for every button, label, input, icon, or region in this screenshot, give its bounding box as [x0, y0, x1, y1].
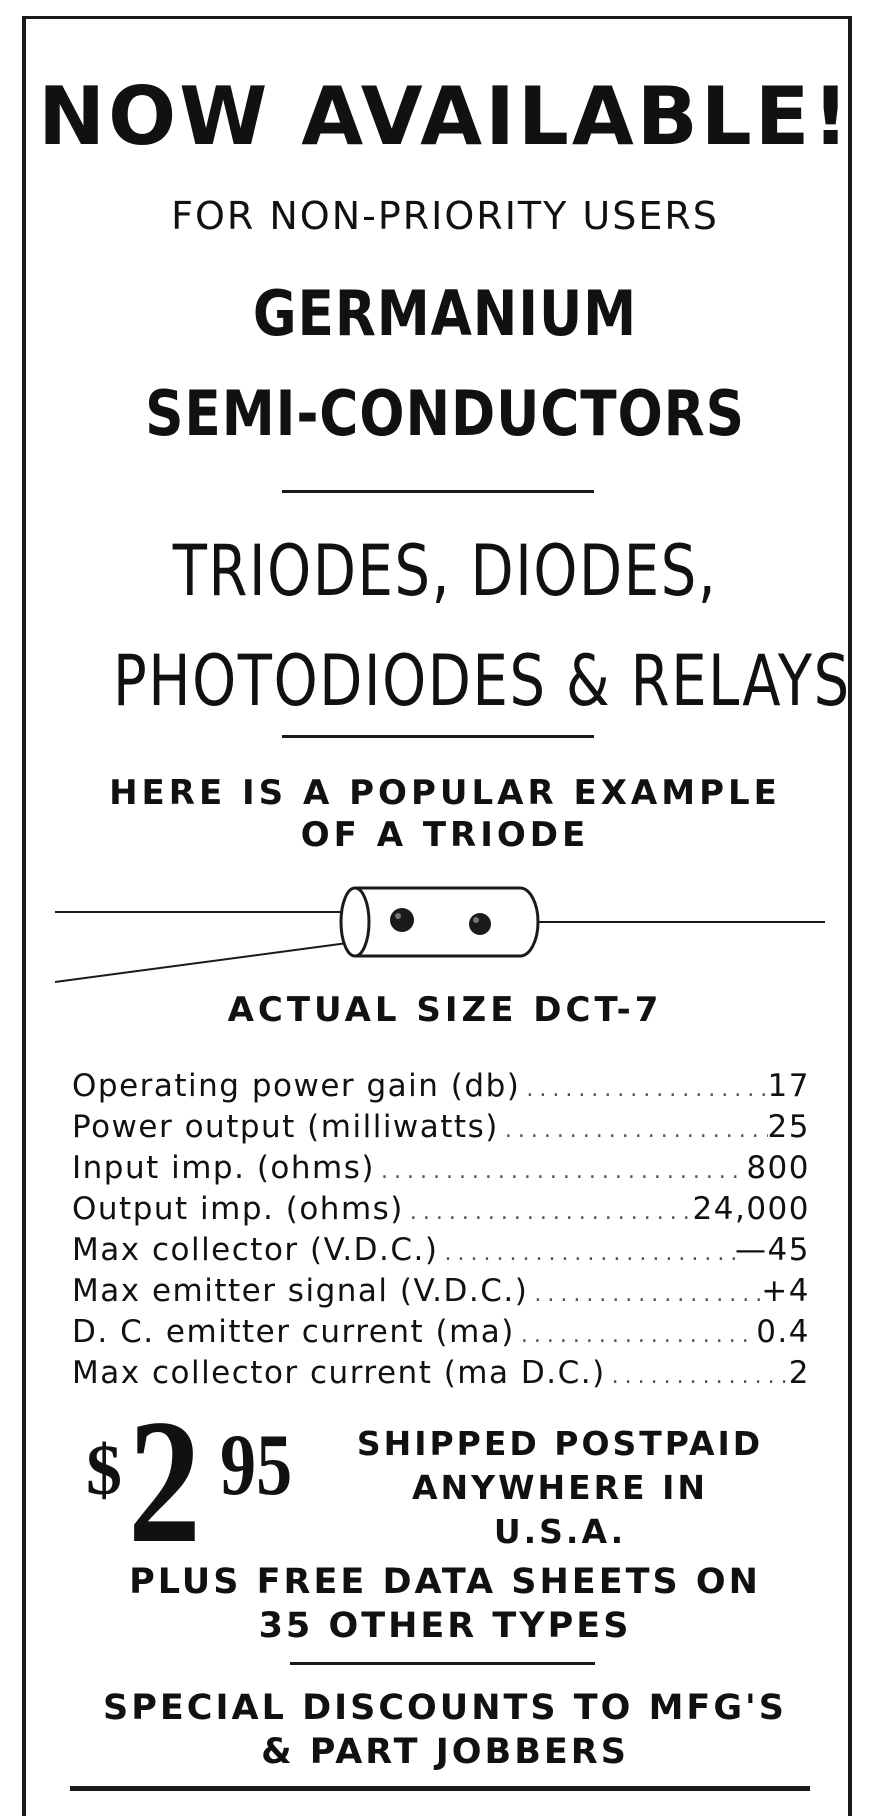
spec-row [72, 1148, 810, 1189]
leader-dots [404, 1192, 693, 1230]
shipping-line-2: ANYWHERE IN [412, 1468, 708, 1507]
spec-row [72, 1189, 810, 1230]
product-types [113, 516, 851, 736]
divider-rule [282, 490, 594, 493]
price [80, 1382, 300, 1580]
leader-dots [606, 1356, 789, 1394]
leader-dots [375, 1151, 746, 1189]
free-offer [30, 1560, 860, 1648]
product-title-line-2: SEMI-CONDUCTORS [145, 377, 745, 450]
spec-label: Max collector (V.D.C.) [72, 1232, 439, 1268]
spec-label: D. C. emitter current (ma) [72, 1314, 515, 1350]
triode-illustration [50, 880, 830, 990]
spec-value: 25 [767, 1109, 810, 1145]
triode-body [341, 888, 538, 956]
spec-value: —45 [735, 1232, 810, 1268]
bottom-rule [70, 1786, 810, 1791]
spec-label: Operating power gain (db) [72, 1068, 521, 1104]
shipping-line-1: SHIPPED POSTPAID [356, 1424, 764, 1463]
spec-label: Max collector current (ma D.C.) [72, 1355, 606, 1391]
headline: NOW AVAILABLE! [38, 70, 852, 163]
spec-value: +4 [761, 1273, 810, 1309]
spec-value: 24,000 [692, 1191, 810, 1227]
spec-value: 0.4 [756, 1314, 810, 1350]
shipping-note [340, 1422, 780, 1554]
price-dollars: 2 [128, 1382, 201, 1580]
subhead: FOR NON-PRIORITY USERS [171, 194, 719, 238]
spec-value: 2 [788, 1355, 810, 1391]
product-title [88, 264, 802, 464]
leader-dots [528, 1274, 761, 1312]
leader-dots [515, 1315, 756, 1353]
free-offer-line-1: PLUS FREE DATA SHEETS ON [129, 1562, 761, 1602]
spec-label: Output imp. (ohms) [72, 1191, 404, 1227]
spec-label: Input imp. (ohms) [72, 1150, 375, 1186]
discounts-line-1: SPECIAL DISCOUNTS TO MFG'S [103, 1688, 787, 1728]
discounts-line-2: & PART JOBBERS [261, 1732, 629, 1772]
example-heading [30, 772, 860, 856]
spec-list [72, 1066, 810, 1394]
price-currency: $ [86, 1430, 122, 1510]
leader-dots [520, 1069, 767, 1107]
example-heading-line-2: OF A TRIODE [300, 815, 590, 855]
spec-value: 17 [767, 1068, 810, 1104]
spec-label: Max emitter signal (V.D.C.) [72, 1273, 529, 1309]
divider-rule [290, 1662, 595, 1665]
product-title-line-1: GERMANIUM [252, 277, 638, 350]
product-types-line-1: TRIODES, DIODES, [172, 530, 718, 612]
spec-row [72, 1107, 810, 1148]
spec-value: 800 [746, 1150, 810, 1186]
price-cents: 95 [220, 1417, 293, 1514]
spec-row [72, 1066, 810, 1107]
spec-row [72, 1312, 810, 1353]
shipping-line-3: U.S.A. [493, 1512, 627, 1551]
example-heading-line-1: HERE IS A POPULAR EXAMPLE [109, 773, 781, 813]
free-offer-line-2: 35 OTHER TYPES [258, 1606, 632, 1646]
divider-rule [282, 735, 594, 738]
leader-dots [499, 1110, 768, 1148]
discounts-note [30, 1686, 860, 1774]
size-label: ACTUAL SIZE DCT-7 [227, 990, 663, 1030]
spec-row [72, 1271, 810, 1312]
spec-row [72, 1230, 810, 1271]
leader-dots [439, 1233, 736, 1271]
spec-label: Power output (milliwatts) [72, 1109, 499, 1145]
product-types-line-2: PHOTODIODES & RELAYS [113, 640, 851, 722]
